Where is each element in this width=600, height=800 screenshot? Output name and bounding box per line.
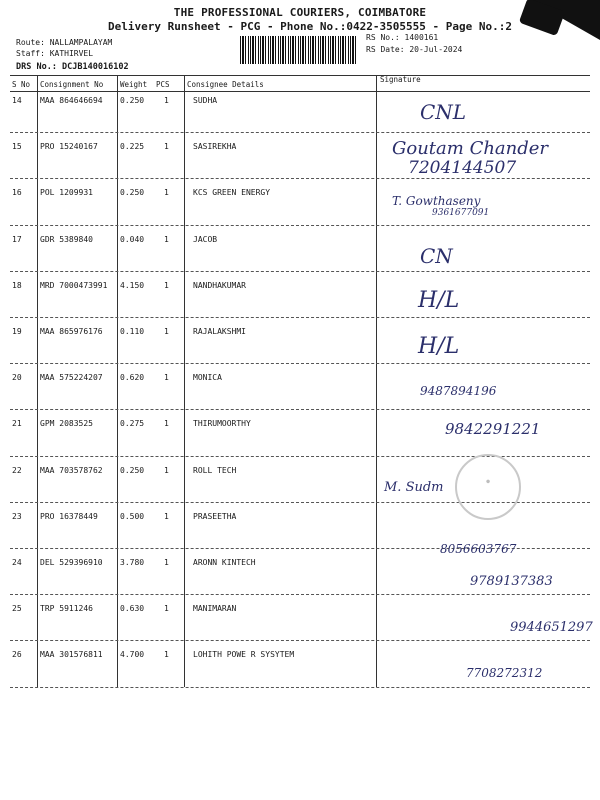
row-separator bbox=[10, 178, 590, 179]
signature-mark: 9944651297 bbox=[510, 620, 593, 635]
signature-mark: H/L bbox=[418, 334, 460, 359]
row-pcs: 1 bbox=[164, 558, 169, 567]
table-row bbox=[0, 281, 600, 327]
row-separator bbox=[10, 409, 590, 410]
row-consignment-no: GPM 2083525 bbox=[40, 419, 93, 429]
row-sno: 20 bbox=[12, 373, 22, 383]
col-pcs: PCS bbox=[156, 80, 170, 89]
row-consignment-no: MAA 864646694 bbox=[40, 96, 103, 105]
rs-date: RS Date: 20-Jul-2024 bbox=[366, 45, 463, 54]
row-consignee: RAJALAKSHMI bbox=[193, 327, 246, 336]
row-weight: 0.500 bbox=[120, 511, 145, 521]
row-weight: 0.250 bbox=[120, 188, 145, 198]
row-weight: 4.700 bbox=[120, 650, 145, 660]
row-consignment-no: MAA 865976176 bbox=[40, 327, 103, 336]
row-separator bbox=[10, 640, 590, 641]
row-separator bbox=[10, 687, 590, 688]
row-consignee: JACOB bbox=[193, 234, 218, 244]
row-sno: 15 bbox=[12, 142, 22, 152]
row-consignee: KCS GREEN ENERGY bbox=[193, 188, 271, 198]
signature-mark: 9842291221 bbox=[445, 420, 541, 438]
col-weight: Weight bbox=[120, 80, 148, 89]
signature-mark: H/L bbox=[418, 288, 460, 313]
row-consignee: SASIREKHA bbox=[193, 142, 237, 152]
signature-mark: CN bbox=[420, 244, 453, 268]
signature-mark: 9361677091 bbox=[432, 208, 490, 218]
col-consignee: Consignee Details bbox=[187, 80, 264, 89]
row-sno: 17 bbox=[12, 234, 22, 244]
row-consignee: NANDHAKUMAR bbox=[193, 280, 246, 290]
col-consignment: Consignment No bbox=[40, 80, 104, 89]
row-weight: 4.150 bbox=[120, 280, 145, 290]
row-pcs: 1 bbox=[164, 327, 169, 336]
row-separator bbox=[10, 225, 590, 226]
row-consignee: ARONN KINTECH bbox=[193, 558, 256, 567]
row-pcs: 1 bbox=[164, 234, 169, 244]
signature-mark: T. Gowthaseny bbox=[392, 194, 481, 208]
row-separator bbox=[10, 594, 590, 595]
row-weight: 0.110 bbox=[120, 327, 145, 336]
signature-mark: 9487894196 bbox=[420, 384, 497, 398]
row-consignee: LOHITH POWE R SYSYTEM bbox=[193, 650, 295, 660]
row-pcs: 1 bbox=[164, 419, 169, 429]
row-pcs: 1 bbox=[164, 465, 169, 475]
row-consignment-no: MAA 575224207 bbox=[40, 373, 103, 383]
runsheet-title: Delivery Runsheet - PCG - Phone No.:0422-3505555 - Page No.:2 bbox=[108, 20, 512, 33]
row-sno: 23 bbox=[12, 511, 22, 521]
row-consignment-no: GDR 5389840 bbox=[40, 234, 93, 244]
row-pcs: 1 bbox=[164, 511, 169, 521]
col-sno: S No bbox=[12, 80, 31, 89]
table-row bbox=[0, 96, 600, 142]
row-consignment-no: MRD 7000473991 bbox=[40, 280, 108, 290]
row-separator bbox=[10, 132, 590, 133]
row-pcs: 1 bbox=[164, 96, 169, 105]
row-sno: 18 bbox=[12, 280, 22, 290]
row-separator bbox=[10, 317, 590, 318]
rs-number: RS No.: 1400161 bbox=[366, 33, 439, 42]
row-consignment-no: PRO 15240167 bbox=[40, 142, 98, 152]
row-weight: 0.275 bbox=[120, 419, 145, 429]
route-label: Route: NALLAMPALAYAM bbox=[16, 38, 113, 47]
row-consignee: PRASEETHA bbox=[193, 511, 237, 521]
row-weight: 0.630 bbox=[120, 604, 145, 614]
signature-mark: 7708272312 bbox=[466, 666, 543, 680]
table-row bbox=[0, 373, 600, 419]
signature-mark: 9789137383 bbox=[470, 574, 553, 589]
row-sno: 16 bbox=[12, 188, 22, 198]
row-consignment-no: DEL 529396910 bbox=[40, 558, 103, 567]
row-pcs: 1 bbox=[164, 650, 169, 660]
row-consignment-no: TRP 5911246 bbox=[40, 604, 93, 614]
row-consignee: MANIMARAN bbox=[193, 604, 237, 614]
company-name: THE PROFESSIONAL COURIERS, COIMBATORE bbox=[173, 6, 427, 19]
row-weight: 0.250 bbox=[120, 96, 145, 105]
col-signature: Signature bbox=[380, 75, 421, 84]
header-top-rule bbox=[10, 75, 590, 76]
signature-mark: Goutam Chander bbox=[392, 138, 549, 159]
row-separator bbox=[10, 363, 590, 364]
barcode bbox=[240, 36, 356, 64]
row-weight: 3.780 bbox=[120, 558, 145, 567]
row-sno: 14 bbox=[12, 96, 22, 105]
row-consignee: SUDHA bbox=[193, 96, 218, 105]
drs-number: DRS No.: DCJB140016102 bbox=[16, 62, 129, 72]
row-weight: 0.250 bbox=[120, 465, 145, 475]
table-row bbox=[0, 235, 600, 281]
row-consignee: ROLL TECH bbox=[193, 465, 237, 475]
row-pcs: 1 bbox=[164, 373, 169, 383]
table-row bbox=[0, 327, 600, 373]
row-sno: 19 bbox=[12, 327, 22, 336]
row-pcs: 1 bbox=[164, 188, 169, 198]
row-sno: 22 bbox=[12, 465, 22, 475]
row-pcs: 1 bbox=[164, 280, 169, 290]
row-sno: 25 bbox=[12, 604, 22, 614]
row-consignment-no: POL 1209931 bbox=[40, 188, 93, 198]
row-pcs: 1 bbox=[164, 142, 169, 152]
company-stamp: ● bbox=[455, 454, 521, 520]
signature-mark: 7204144507 bbox=[408, 158, 517, 178]
signature-mark: M. Sudm bbox=[384, 480, 444, 495]
staff-label: Staff: KATHIRVEL bbox=[16, 49, 94, 58]
row-consignment-no: MAA 301576811 bbox=[40, 650, 103, 660]
row-separator bbox=[10, 271, 590, 272]
row-sno: 21 bbox=[12, 419, 22, 429]
table-row bbox=[0, 188, 600, 234]
row-consignee: THIRUMOORTHY bbox=[193, 419, 251, 429]
row-consignment-no: PRO 16378449 bbox=[40, 511, 98, 521]
row-consignee: MONICA bbox=[193, 373, 222, 383]
row-pcs: 1 bbox=[164, 604, 169, 614]
row-weight: 0.620 bbox=[120, 373, 145, 383]
row-consignment-no: MAA 703578762 bbox=[40, 465, 103, 475]
row-separator bbox=[10, 456, 590, 457]
row-weight: 0.225 bbox=[120, 142, 145, 152]
signature-mark: CNL bbox=[420, 100, 467, 124]
signature-mark: 8056603767 bbox=[440, 542, 517, 556]
row-sno: 24 bbox=[12, 558, 22, 567]
row-weight: 0.040 bbox=[120, 234, 145, 244]
row-sno: 26 bbox=[12, 650, 22, 660]
header-bottom-rule bbox=[10, 91, 590, 92]
